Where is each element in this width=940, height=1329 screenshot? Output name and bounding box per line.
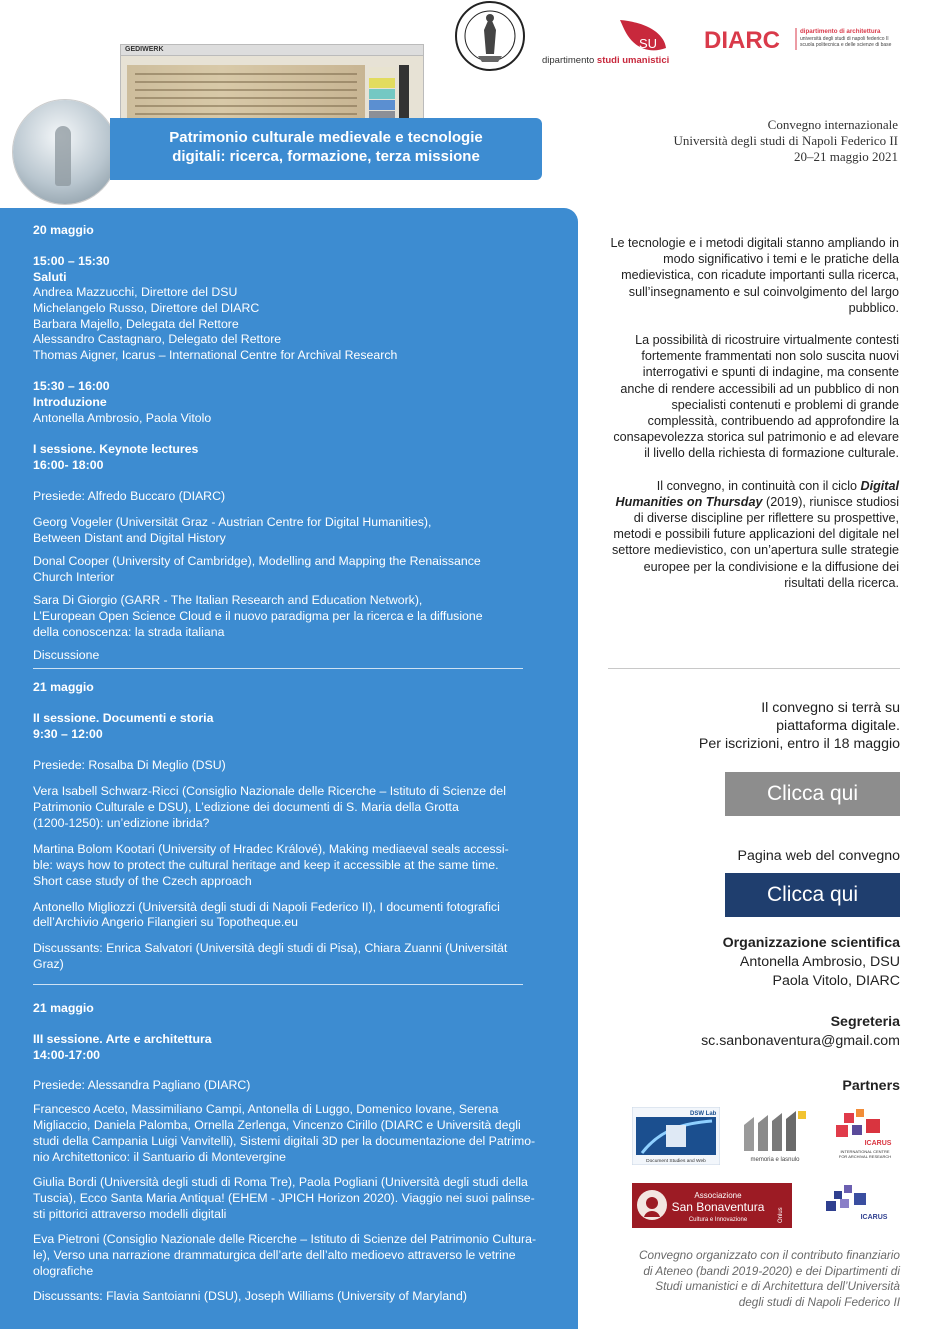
talk-line: nio Architettonico: il Santuario di Montevergine <box>33 1150 286 1164</box>
university-seal-logo <box>448 0 532 72</box>
discussants-line: Graz) <box>33 957 64 971</box>
session-title: Introduzione <box>33 395 107 409</box>
conference-info <box>620 117 898 165</box>
day-heading: 21 maggio <box>33 680 94 694</box>
talk-line: Between Distant and Digital History <box>33 531 226 545</box>
intro-text <box>606 235 899 607</box>
talk-line: studi della Campania Luigi Vanvitelli), Sistemi digitali 3D per la documentazione del Patrimo- <box>33 1134 536 1148</box>
talk-line: Vera Isabell Schwarz-Ricci (Consiglio Nazionale delle Ricerche – Istituto di Scienze del <box>33 784 506 798</box>
program-line: Barbara Majello, Delegata del Rettore <box>33 317 239 331</box>
svg-text:Document Studies and Web: Document Studies and Web <box>646 1159 706 1164</box>
talk-line: Francesco Aceto, Massimiliano Campi, Antonella di Luggo, Domenico Iovane, Serena <box>33 1102 499 1116</box>
talk-line: Giulia Bordi (Università degli studi di Roma Tre), Paola Pogliani (Università degli studi della <box>33 1175 528 1189</box>
talk-line: Georg Vogeler (Universität Graz - Austrian Centre for Digital Humanities), <box>33 515 432 529</box>
time-slot: 15:30 – 16:00 <box>33 379 110 393</box>
chair-line: Presiede: Alfredo Buccaro (DIARC) <box>33 489 226 503</box>
discussants-line: Discussants: Enrica Salvatori (Università degli studi di Pisa), Chiara Zuanni (Universität <box>33 941 508 955</box>
section-divider <box>33 668 523 669</box>
secretariat-title: Segreteria <box>830 1014 900 1030</box>
website-button[interactable]: Clicca qui <box>725 873 900 917</box>
organization-title: Organizzazione scientifica <box>722 935 900 951</box>
svg-text:FOR ARCHIVAL RESEARCH: FOR ARCHIVAL RESEARCH <box>838 1154 892 1159</box>
program-line: Antonella Ambrosio, Paola Vitolo <box>33 411 212 425</box>
svg-text:università degli studi di napo: università degli studi di napoli federico II <box>800 36 889 42</box>
program-line: Andrea Mazzucchi, Direttore del DSU <box>33 285 238 299</box>
secretariat-block <box>620 1013 900 1051</box>
time-slot: 9:30 – 12:00 <box>33 727 103 741</box>
talk-line: sti pittorici attraverso modelli digitali <box>33 1207 227 1221</box>
program-panel <box>0 208 578 1329</box>
memoria-logo <box>740 1107 810 1165</box>
funding-note: Convegno organizzato con il contributo finanziario di Ateneo (bandi 2019-2020) e dei Dipartimenti di Studi umanistici e di Architettura dell’Università degli studi di Napoli Federico II <box>638 1248 900 1309</box>
icarus-secondary-logo <box>822 1183 892 1225</box>
decorative-photo <box>13 100 117 204</box>
svg-text:dipartimento di architettura: dipartimento di architettura <box>800 28 881 35</box>
intro-paragraph-1: Le tecnologie e i metodi digitali stanno ampliando in modo significativo i temi e le pratiche della medievistica, con ricadute importanti sulla ricerca, sull’insegnamento e sul coinvolgimento del largo pubblico. <box>610 236 899 315</box>
svg-text:Associazione: Associazione <box>694 1191 742 1200</box>
organizer: Antonella Ambrosio, DSU <box>739 954 900 970</box>
intro-paragraph-2: La possibilità di ricostruire virtualmente contesti fortemente frammentati non solo suscita nuovi interrogativi e spunti di indagine, ma consente anche di rendere accessibili ad un pubblico di non specialisti contenuti e problemi di grande complessità, contribuendo ad approfondire la consapevolezza storica sul patrimonio e ad elevare il livello della richiesta di formazione culturale. <box>613 333 899 461</box>
session-title: III sessione. Arte e architettura <box>33 1032 212 1046</box>
time-slot: 16:00- 18:00 <box>33 458 104 472</box>
chair-line: Presiede: Rosalba Di Meglio (DSU) <box>33 758 226 772</box>
title-line-1: Patrimonio culturale medievale e tecnologie <box>169 129 483 146</box>
svg-text:DSW Lab: DSW Lab <box>690 1111 717 1117</box>
talk-line: Tuscia), Ecco Santa Maria Antiqua! (EHEM - JPICH Horizon 2020). Viaggio nei suoi palinse- <box>33 1191 535 1205</box>
discussants-line: Discussants: Flavia Santoianni (DSU), Joseph Williams (University of Maryland) <box>33 1289 467 1303</box>
session-title: II sessione. Documenti e storia <box>33 711 214 725</box>
diarc-mark: DIARC <box>704 27 780 54</box>
dsw-lab-logo <box>632 1107 720 1165</box>
hero-document-image <box>120 44 424 122</box>
series-name: Digital Humanities on Thursday <box>615 478 899 509</box>
talk-line: Eva Pietroni (Consiglio Nazionale delle Ricerche – Istituto di Scienze del Patrimonio Cultura- <box>33 1232 537 1246</box>
talk-line: Church Interior <box>33 570 115 584</box>
discussion-line: Discussione <box>33 648 100 662</box>
organization-block <box>620 934 900 991</box>
partners-title: Partners <box>842 1078 900 1094</box>
website-label: Pagina web del convegno <box>737 848 900 864</box>
organizer: Paola Vitolo, DIARC <box>772 973 900 989</box>
secretariat-email[interactable]: sc.sanbonaventura@gmail.com <box>701 1033 900 1049</box>
talk-line: Patrimonio Culturale e DSU), L’edizione dei documenti di S. Maria della Grotta <box>33 800 459 814</box>
svg-text:memoria e lasnulo: memoria e lasnulo <box>750 1157 800 1163</box>
program-line: Alessandro Castagnaro, Delegato del Rettore <box>33 332 282 346</box>
program-line: Thomas Aigner, Icarus – International Centre for Archival Research <box>33 348 398 362</box>
intro-paragraph-3: Il convegno, in continuità con il ciclo Digital Humanities on Thursday (2019), riunisce studiosi di diverse discipline per riflettere su prospettive, metodi e possibili future applicazioni del digitale nel settore medievistico, con un’apertura sulle strategie europee per la condivisione e la diffusione dei risultati della ricerca. <box>611 478 899 590</box>
register-button[interactable]: Clicca qui <box>725 772 900 816</box>
hero-caption: GEDIWERK <box>125 46 164 53</box>
san-bonaventura-logo <box>632 1183 792 1228</box>
icarus-logo <box>830 1107 900 1165</box>
day-heading: 20 maggio <box>33 223 94 237</box>
conference-dates: 20–21 maggio 2021 <box>794 149 898 164</box>
svg-text:scuola politecnica e delle sci: scuola politecnica e delle scienze di base <box>800 42 892 48</box>
time-slot: 15:00 – 15:30 <box>33 254 110 268</box>
svg-text:San Bonaventura: San Bonaventura <box>671 1200 765 1214</box>
dsu-mark: SU <box>638 36 658 51</box>
talk-line: L’European Open Science Cloud e il nuovo paradigma per la ricerca e la diffusione <box>33 609 483 623</box>
talk-line: Migliaccio, Daniela Palomba, Ornella Zerlenga, Vincenzo Cirillo (DIARC e Università degli <box>33 1118 521 1132</box>
right-divider <box>608 668 900 669</box>
svg-text:Onlus: Onlus <box>778 1207 784 1223</box>
talk-line: Donal Cooper (University of Cambridge), Modelling and Mapping the Renaissance <box>33 554 481 568</box>
section-divider <box>33 984 523 985</box>
session-title: Saluti <box>33 270 67 284</box>
chair-line: Presiede: Alessandra Pagliano (DIARC) <box>33 1078 251 1092</box>
program-line: Michelangelo Russo, Direttore del DIARC <box>33 301 260 315</box>
talk-line: della conoscenza: la strada italiana <box>33 625 225 639</box>
session-title: I sessione. Keynote lectures <box>33 442 199 456</box>
dsu-wordmark: dipartimento studi umanistici <box>542 55 670 66</box>
event-info: Il convegno si terrà su piattaforma digitale. Per iscrizioni, entro il 18 maggio <box>698 700 900 752</box>
talk-line: Sara Di Giorgio (GARR - The Italian Research and Education Network), <box>33 593 423 607</box>
title-line-2: digitali: ricerca, formazione, terza missione <box>172 148 480 165</box>
conference-university: Università degli studi di Napoli Federico II <box>673 133 898 148</box>
svg-text:INTERNATIONAL CENTRE: INTERNATIONAL CENTRE <box>840 1149 890 1154</box>
svg-text:Cultura e Innovazione: Cultura e Innovazione <box>688 1217 748 1223</box>
talk-line: Antonello Migliozzi (Università degli studi di Napoli Federico II), I documenti fotografici <box>33 900 500 914</box>
conference-type: Convegno internazionale <box>767 117 898 132</box>
talk-line: ble: ways how to protect the cultural heritage and keep it accessible at the same time. <box>33 858 499 872</box>
svg-text:ICARUS: ICARUS <box>864 1140 892 1147</box>
talk-line: olografiche <box>33 1264 94 1278</box>
talk-line: dell’Archivio Angerio Filangieri su Topotheque.eu <box>33 915 299 929</box>
svg-text:ICARUS: ICARUS <box>860 1214 888 1221</box>
talk-line: (1200-1250): un’edizione ibrida? <box>33 816 210 830</box>
title-banner <box>110 118 542 180</box>
time-slot: 14:00-17:00 <box>33 1048 100 1062</box>
dsu-logo <box>540 14 680 70</box>
talk-line: Martina Bolom Kootari (University of Hradec Králové), Making mediaeval seals accessi- <box>33 842 509 856</box>
talk-line: le), Verso una narrazione drammaturgica dell’arte dell’alto medioevo attraverso le vetrine <box>33 1248 516 1262</box>
talk-line: Short case study of the Czech approach <box>33 874 252 888</box>
diarc-logo <box>704 24 914 54</box>
day-heading: 21 maggio <box>33 1001 94 1015</box>
